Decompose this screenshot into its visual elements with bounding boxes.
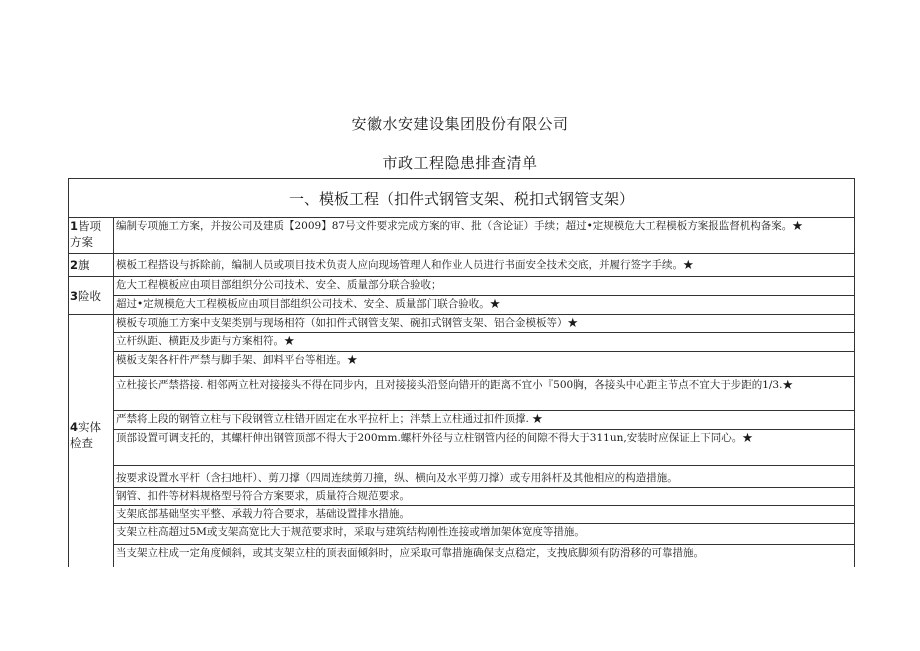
- requirement-text: 支架立柱高超过5M或支架高宽比大于规范要求时，采取与建筑结构刚性连接或增加架体宽度等措施。: [114, 524, 855, 545]
- requirement-text: 超过•定规模危大工程模板应由项目部组织公司技术、安全、质量部门联合验收。★: [114, 296, 855, 315]
- category-label: 险收: [78, 288, 102, 303]
- category-label: 实体: [78, 420, 102, 434]
- table-row: [69, 506, 855, 524]
- checklist-table: [68, 178, 855, 567]
- requirement-text: 立杆纵距、横距及步距与方案相符。★: [114, 333, 855, 352]
- category-cell: [69, 277, 114, 315]
- table-row: [69, 296, 855, 315]
- requirement-text: 钢管、扣件等材料规格型号符合方案要求，质量符合规范要求。: [114, 488, 855, 506]
- document-title: 市政工程隐患排查清单: [382, 154, 538, 172]
- requirement-text: 模板专项施工方案中支架类别与现场相符（如扣件式钢管支架、碗扣式钢管支架、铝合金模板等）★: [114, 315, 855, 333]
- table-row: [69, 466, 855, 488]
- category-cell: [69, 315, 114, 567]
- category-number: 4: [70, 420, 79, 434]
- category-number: 1: [70, 219, 79, 233]
- table-row: [69, 430, 855, 466]
- category-number: 2: [70, 258, 79, 272]
- category-label: 旗: [78, 258, 90, 272]
- table-row: [69, 524, 855, 545]
- requirement-text: 当支架立柱成一定角度倾斜，或其支架立柱的顶表面倾斜时，应采取可靠措施确保支点稳定，支拽底脚须有防滑移的可靠措施。: [114, 545, 855, 567]
- category-cell: [69, 254, 114, 277]
- category-label: 方案: [70, 235, 93, 249]
- category-number: 3: [70, 288, 79, 303]
- requirement-text: 模板工程搭设与拆除前，编制人员或项目技术负责人应向现场管理人和作业人员进行书面安全技术交底，并履行签字手续。★: [114, 254, 855, 277]
- category-label: 皆项: [78, 219, 102, 233]
- table-row: [69, 315, 855, 333]
- requirement-text: 顶部设置可调支托的，其螺杆伸出钢管顶部不得大于200mm.螺杆外径与立柱钢管内径的间隙不得大于311un,安装时应保证上下同心。★: [114, 430, 855, 466]
- requirement-text: 严禁将上段的钢管立柱与下段钢管立柱错开固定在水平拉杆上；泮禁上立柱通过扣件顶撑. ★: [114, 411, 855, 430]
- section-title: 一、模板工程（扣件式钢管支架、税扣式钢管支架）: [69, 179, 855, 218]
- checklist-sheet: [68, 178, 854, 567]
- requirement-text: 立杜接长严禁搭接. 相邻两立杜对接接头不得在同步内，且对接接头沿竖向错开的距离不宜小『500胸，各接头中心距主节点不宜大于步距的1/3.★: [114, 377, 855, 411]
- category-label: 检查: [70, 436, 93, 450]
- table-row: [69, 254, 855, 277]
- table-row: [69, 352, 855, 377]
- table-row: [69, 545, 855, 567]
- category-cell: [69, 218, 114, 254]
- requirement-text: 模板支架各杆件严禁与脚手架、卸料平台等相连。★: [114, 352, 855, 377]
- requirement-text: 编制专项施工方案，并按公司及建质【2009】87号文件要求完成方案的审、批（含论证）手续；超过•定规模危大工程模板方案报监督机构备案。★: [114, 218, 855, 254]
- requirement-text: 支架底部基础坚实平整、承载力符合要求，基础设置排水措施。: [114, 506, 855, 524]
- table-row: [69, 377, 855, 411]
- table-row: [69, 411, 855, 430]
- table-row: [69, 277, 855, 296]
- table-row: [69, 333, 855, 352]
- requirement-text: 按要求设置水平杆（含扫地杆）、剪刀撑（四周连续剪刀撞，纵、横向及水平剪刀撑）或专用斜杆及其他相应的构造措施。: [114, 466, 855, 488]
- section-header-row: [69, 179, 855, 218]
- company-name: 安徽水安建设集团股份有限公司: [351, 115, 569, 133]
- requirement-text: 危大工程模板应由项目部组织分公司技术、安全、质量部分联合验收；: [114, 277, 855, 296]
- table-row: [69, 218, 855, 254]
- table-row: [69, 488, 855, 506]
